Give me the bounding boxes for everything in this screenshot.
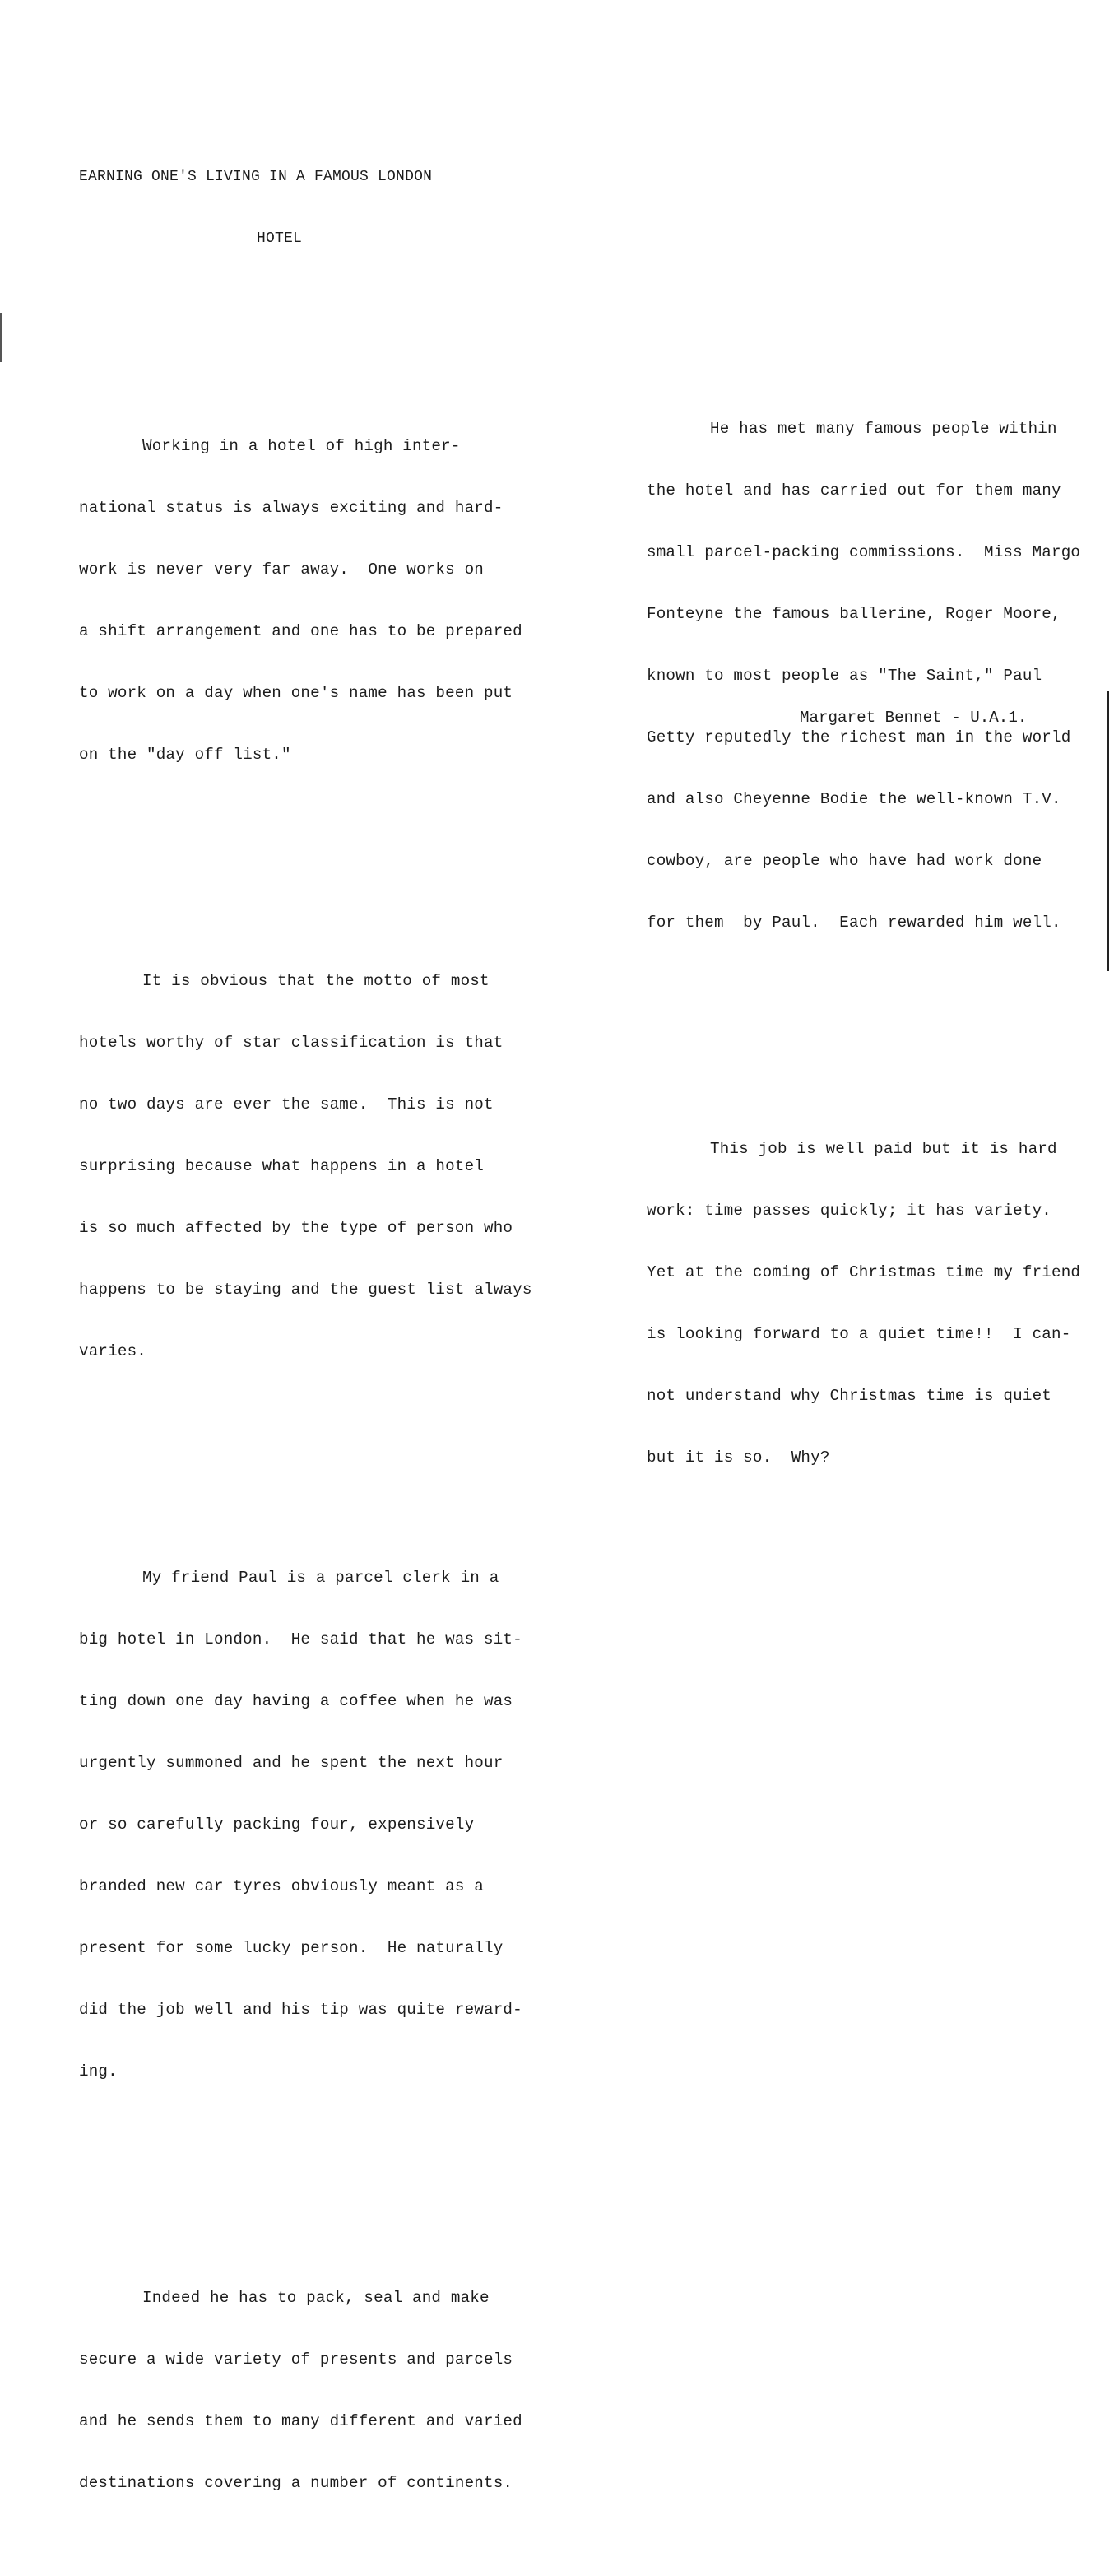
- page-fold-line: [1107, 691, 1109, 971]
- paragraph-5: [647, 378, 1080, 974]
- text-line: the hotel and has carried out for them many: [647, 481, 1061, 500]
- paragraph-1: [79, 395, 532, 807]
- article-title-line-2: HOTEL: [257, 230, 303, 247]
- text-line: He has met many famous people within: [710, 420, 1057, 438]
- text-line: and he sends them to many different and varied: [79, 2412, 522, 2430]
- text-line: but it is so. Why?: [647, 1448, 830, 1467]
- text-line: Getty reputedly the richest man in the world: [647, 728, 1071, 746]
- text-line: small parcel-packing commissions. Miss Margo: [647, 543, 1081, 561]
- text-line: urgently summoned and he spent the next hour: [79, 1754, 504, 1772]
- text-line: Indeed he has to pack, seal and make: [142, 2289, 490, 2307]
- text-line: It is obvious that the motto of most: [142, 972, 490, 990]
- text-line: varies.: [79, 1342, 147, 1360]
- text-line: surprising because what happens in a hotel: [79, 1157, 485, 1175]
- scan-edge-mark: [0, 313, 2, 362]
- text-line: to work on a day when one's name has been put: [79, 684, 513, 702]
- text-line: on the "day off list.": [79, 746, 291, 764]
- article-title-line-1: EARNING ONE'S LIVING IN A FAMOUS LONDON: [79, 169, 433, 185]
- text-line: Fonteyne the famous ballerine, Roger Moore,: [647, 605, 1061, 623]
- text-line: no two days are ever the same. This is not: [79, 1095, 494, 1114]
- left-column: [79, 126, 532, 2576]
- text-line: cowboy, are people who have had work done: [647, 852, 1042, 870]
- paragraph-3: [79, 1527, 532, 2123]
- text-line: secure a wide variety of presents and parcels: [79, 2350, 513, 2369]
- text-line: ing.: [79, 2062, 118, 2081]
- text-line: Yet at the coming of Christmas time my friend: [647, 1263, 1081, 1281]
- text-line: not understand why Christmas time is quiet: [647, 1387, 1052, 1405]
- text-line: hotels worthy of star classification is that: [79, 1034, 504, 1052]
- text-line: national status is always exciting and hard-: [79, 499, 504, 517]
- text-line: work: time passes quickly; it has variety.: [647, 1202, 1052, 1220]
- text-line: ting down one day having a coffee when he was: [79, 1692, 513, 1710]
- paragraph-6: [647, 1098, 1080, 1509]
- text-line: My friend Paul is a parcel clerk in a: [142, 1569, 499, 1587]
- text-line: or so carefully packing four, expensively: [79, 1816, 475, 1834]
- text-line: for them by Paul. Each rewarded him well.: [647, 914, 1061, 932]
- text-line: This job is well paid but it is hard: [710, 1140, 1057, 1158]
- paragraph-4: [79, 2247, 532, 2535]
- right-column: [647, 337, 1080, 1551]
- paragraph-2: [79, 930, 532, 1403]
- text-line: big hotel in London. He said that he was sit-: [79, 1630, 522, 1648]
- text-line: destinations covering a number of continents.: [79, 2474, 513, 2492]
- text-line: is so much affected by the type of person who: [79, 1219, 513, 1237]
- text-line: work is never very far away. One works on: [79, 560, 485, 579]
- author-signature: Margaret Bennet - U.A.1.: [800, 709, 1028, 727]
- text-line: present for some lucky person. He naturally: [79, 1939, 504, 1957]
- text-line: known to most people as "The Saint," Paul: [647, 667, 1042, 685]
- text-line: is looking forward to a quiet time!! I can-: [647, 1325, 1071, 1343]
- text-line: a shift arrangement and one has to be prepared: [79, 622, 522, 640]
- text-line: Working in a hotel of high inter-: [142, 437, 461, 455]
- text-line: happens to be staying and the guest list always: [79, 1281, 532, 1299]
- text-line: branded new car tyres obviously meant as a: [79, 1877, 485, 1895]
- text-line: did the job well and his tip was quite reward-: [79, 2001, 522, 2019]
- text-line: and also Cheyenne Bodie the well-known T.V.: [647, 790, 1061, 808]
